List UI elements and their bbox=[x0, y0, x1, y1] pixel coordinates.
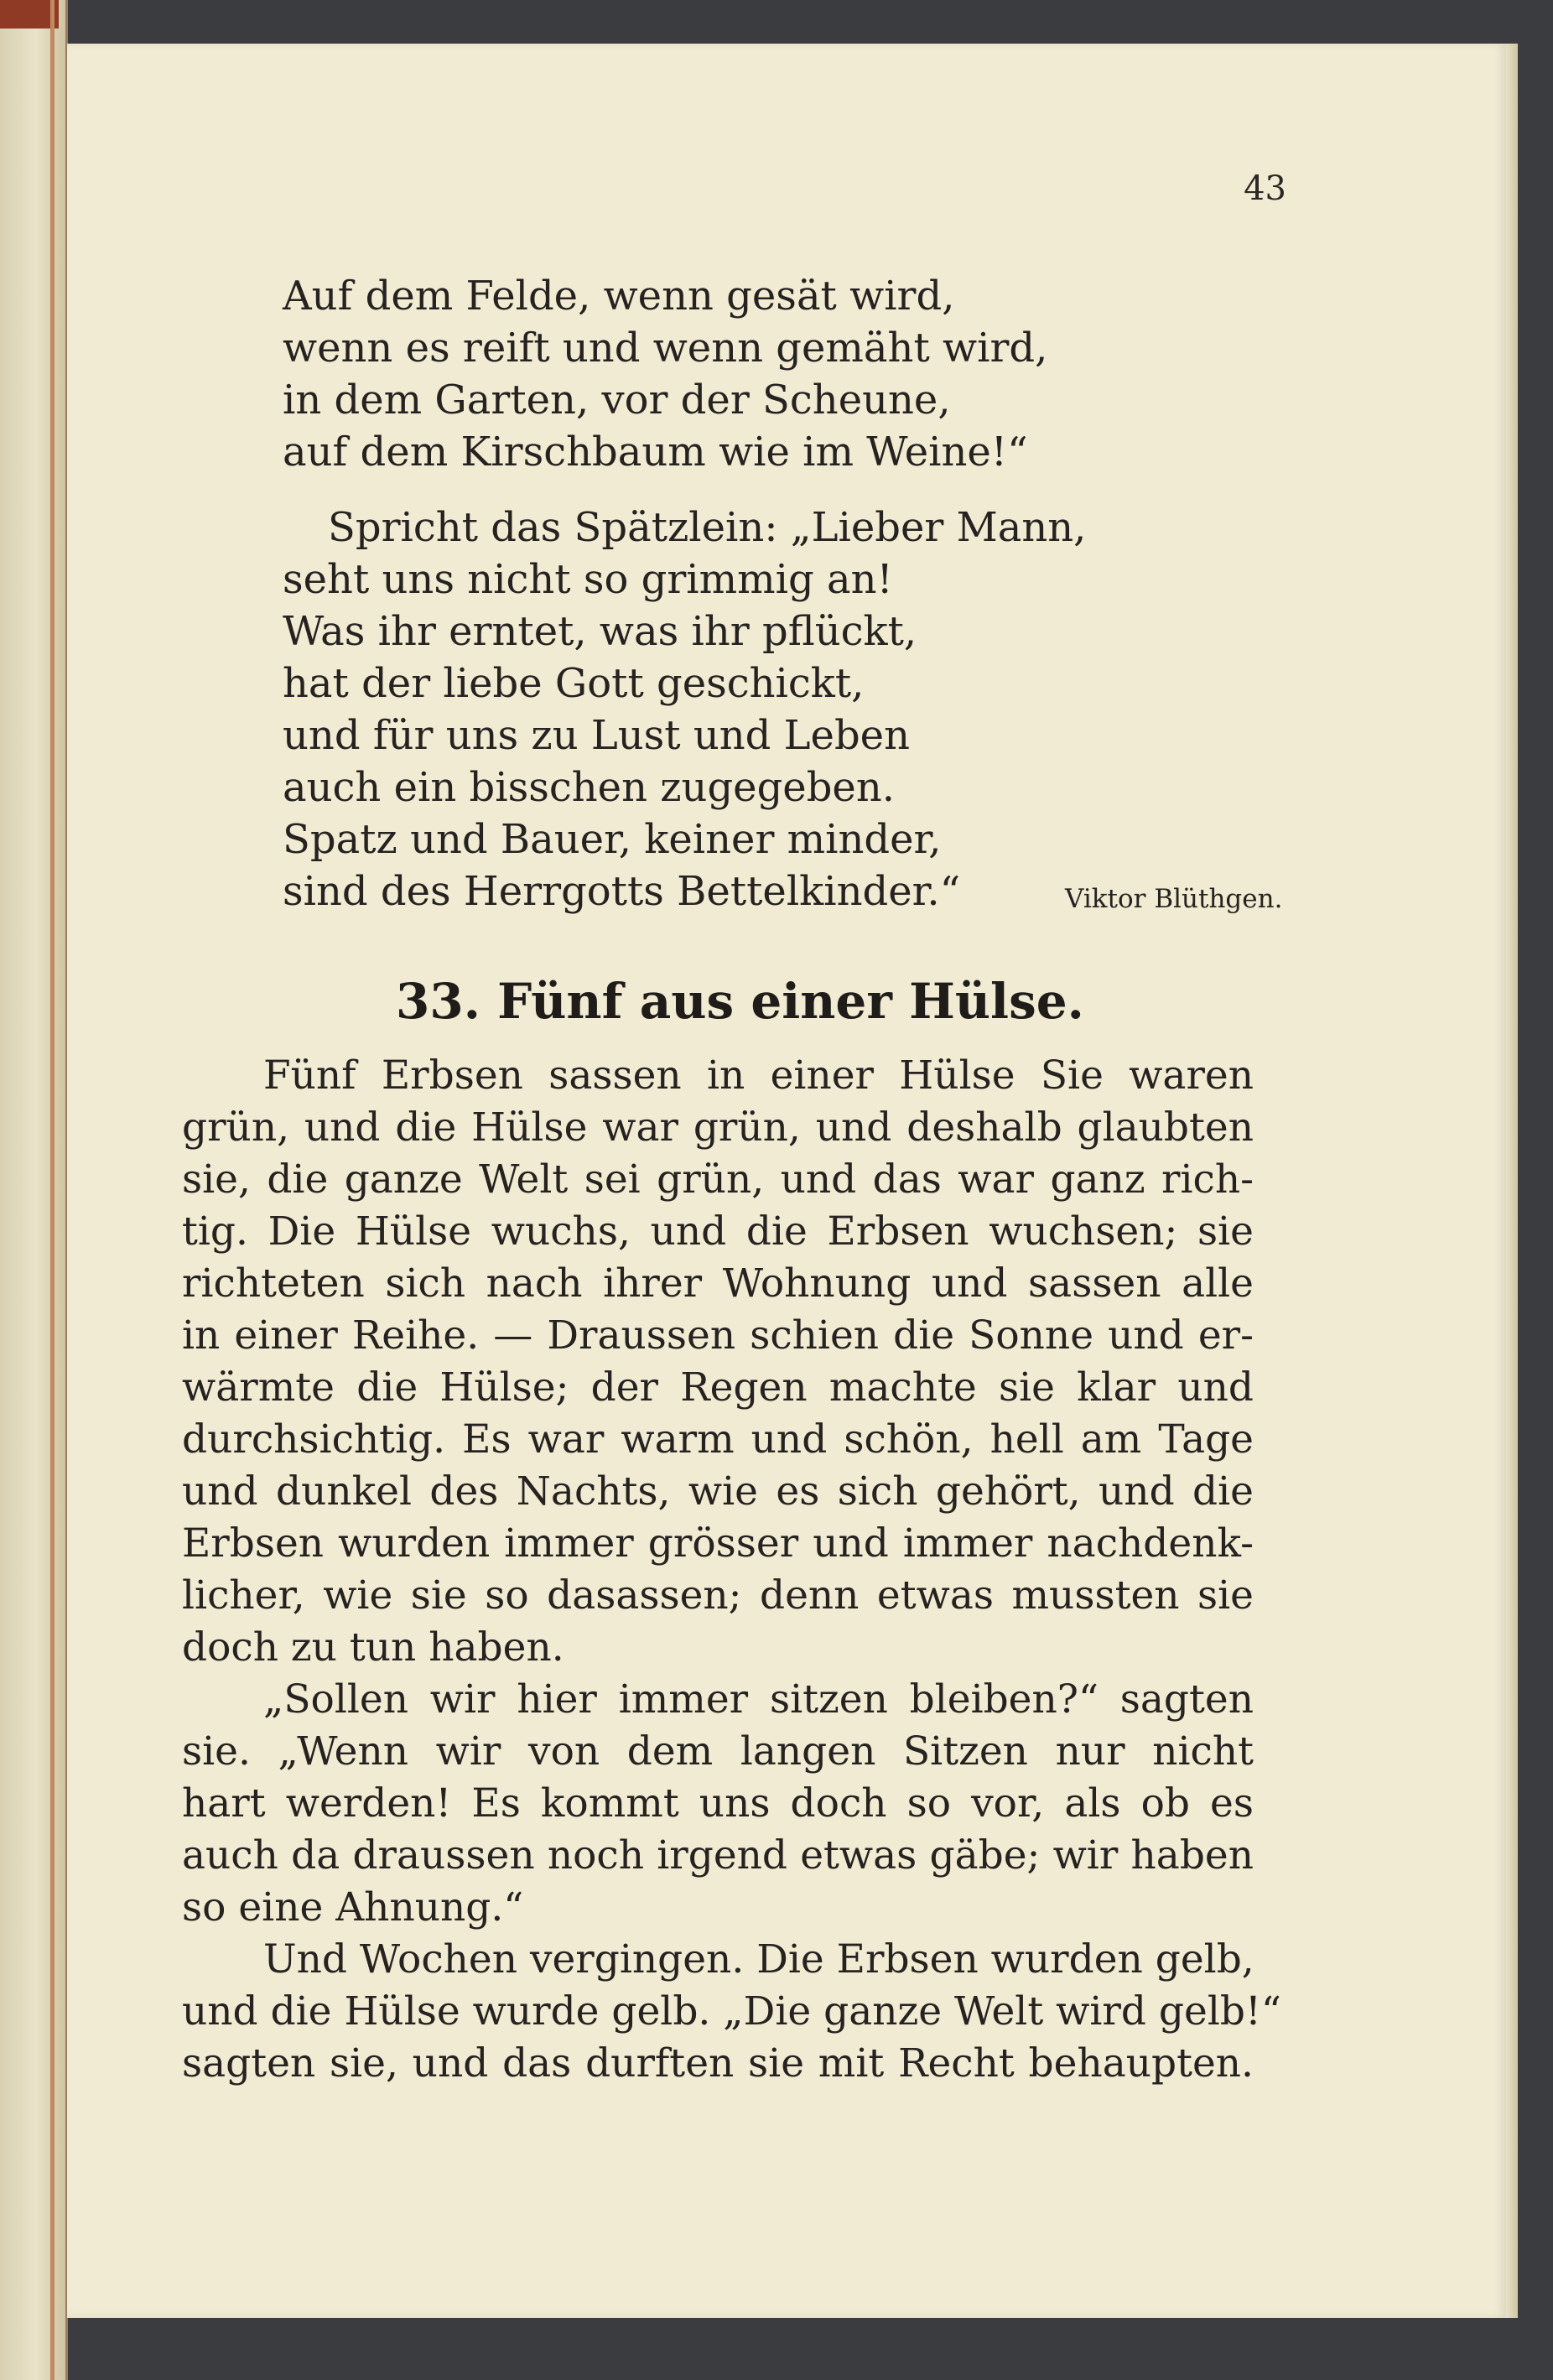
poem bbox=[283, 270, 1272, 917]
text-line: Und Wochen vergingen. Die Erbsen wurden gelb, bbox=[263, 1936, 1254, 1982]
text-line: sie, die ganze Welt sei grün, und das war ganz rich- bbox=[182, 1156, 1254, 1203]
poem-author: Viktor Blüthgen. bbox=[1065, 884, 1283, 914]
page-edge bbox=[1506, 44, 1518, 2318]
text-line: in einer Reihe. — Draussen schien die Sonne und er- bbox=[182, 1312, 1254, 1359]
poem-line: Was ihr erntet, was ihr pflückt, bbox=[283, 608, 917, 655]
text-line: durchsichtig. Es war warm und schön, hell am Tage bbox=[182, 1416, 1254, 1463]
story-text bbox=[182, 1050, 1281, 2090]
poem-line: Spricht das Spätzlein: „Lieber Mann, bbox=[328, 504, 1087, 551]
text-line: doch zu tun haben. bbox=[182, 1624, 564, 1671]
poem-line: und für uns zu Lust und Leben bbox=[283, 712, 910, 759]
poem-line: sind des Herrgotts Bettelkinder.“ bbox=[283, 868, 961, 915]
text-line: Erbsen wurden immer grösser und immer nachdenk- bbox=[182, 1520, 1254, 1567]
book-spine-left-page bbox=[0, 0, 68, 2380]
text-line: tig. Die Hülse wuchs, und die Erbsen wuchsen; sie bbox=[182, 1208, 1254, 1255]
poem-line: Spatz und Bauer, keiner minder, bbox=[283, 816, 942, 863]
section-heading: 33. Fünf aus einer Hülse. bbox=[396, 973, 1084, 1030]
text-line: licher, wie sie so dasassen; denn etwas mussten sie bbox=[182, 1572, 1254, 1619]
text-line: sie. „Wenn wir von dem langen Sitzen nur nicht bbox=[182, 1728, 1254, 1775]
text-line: und die Hülse wurde gelb. „Die ganze Welt wird gelb!“ bbox=[182, 1988, 1281, 2034]
poem-line: Auf dem Felde, wenn gesät wird, bbox=[283, 273, 955, 320]
page-number: 43 bbox=[1244, 169, 1286, 208]
text-line: „Sollen wir hier immer sitzen bleiben?“ sagten bbox=[263, 1676, 1254, 1723]
poem-line: wenn es reift und wenn gemäht wird, bbox=[283, 325, 1048, 372]
text-line: und dunkel des Nachts, wie es sich gehört, und die bbox=[182, 1468, 1254, 1515]
poem-line: auf dem Kirschbaum wie im Weine!“ bbox=[283, 429, 1028, 475]
text-line: grün, und die Hülse war grün, und deshalb glaubten bbox=[182, 1104, 1254, 1151]
poem-line: auch ein bisschen zugegeben. bbox=[283, 764, 896, 811]
text-line: so eine Ahnung.“ bbox=[182, 1884, 524, 1931]
poem-line: in dem Garten, vor der Scheune, bbox=[283, 377, 951, 424]
poem-line: seht uns nicht so grimmig an! bbox=[283, 556, 893, 603]
text-line: auch da draussen noch irgend etwas gäbe; wir haben bbox=[182, 1832, 1254, 1879]
page-gutter-line bbox=[50, 0, 55, 2380]
text-line: richteten sich nach ihrer Wohnung und sassen alle bbox=[182, 1260, 1254, 1307]
text-line: Fünf Erbsen sassen in einer Hülse Sie waren bbox=[263, 1052, 1254, 1099]
stanza-gap bbox=[283, 478, 1272, 501]
text-line: hart werden! Es kommt uns doch so vor, als ob es bbox=[182, 1780, 1254, 1827]
text-line: sagten sie, und das durften sie mit Recht behaupten. bbox=[182, 2040, 1254, 2086]
text-line: wärmte die Hülse; der Regen machte sie klar und bbox=[182, 1364, 1254, 1411]
poem-line: hat der liebe Gott geschickt, bbox=[283, 660, 865, 707]
